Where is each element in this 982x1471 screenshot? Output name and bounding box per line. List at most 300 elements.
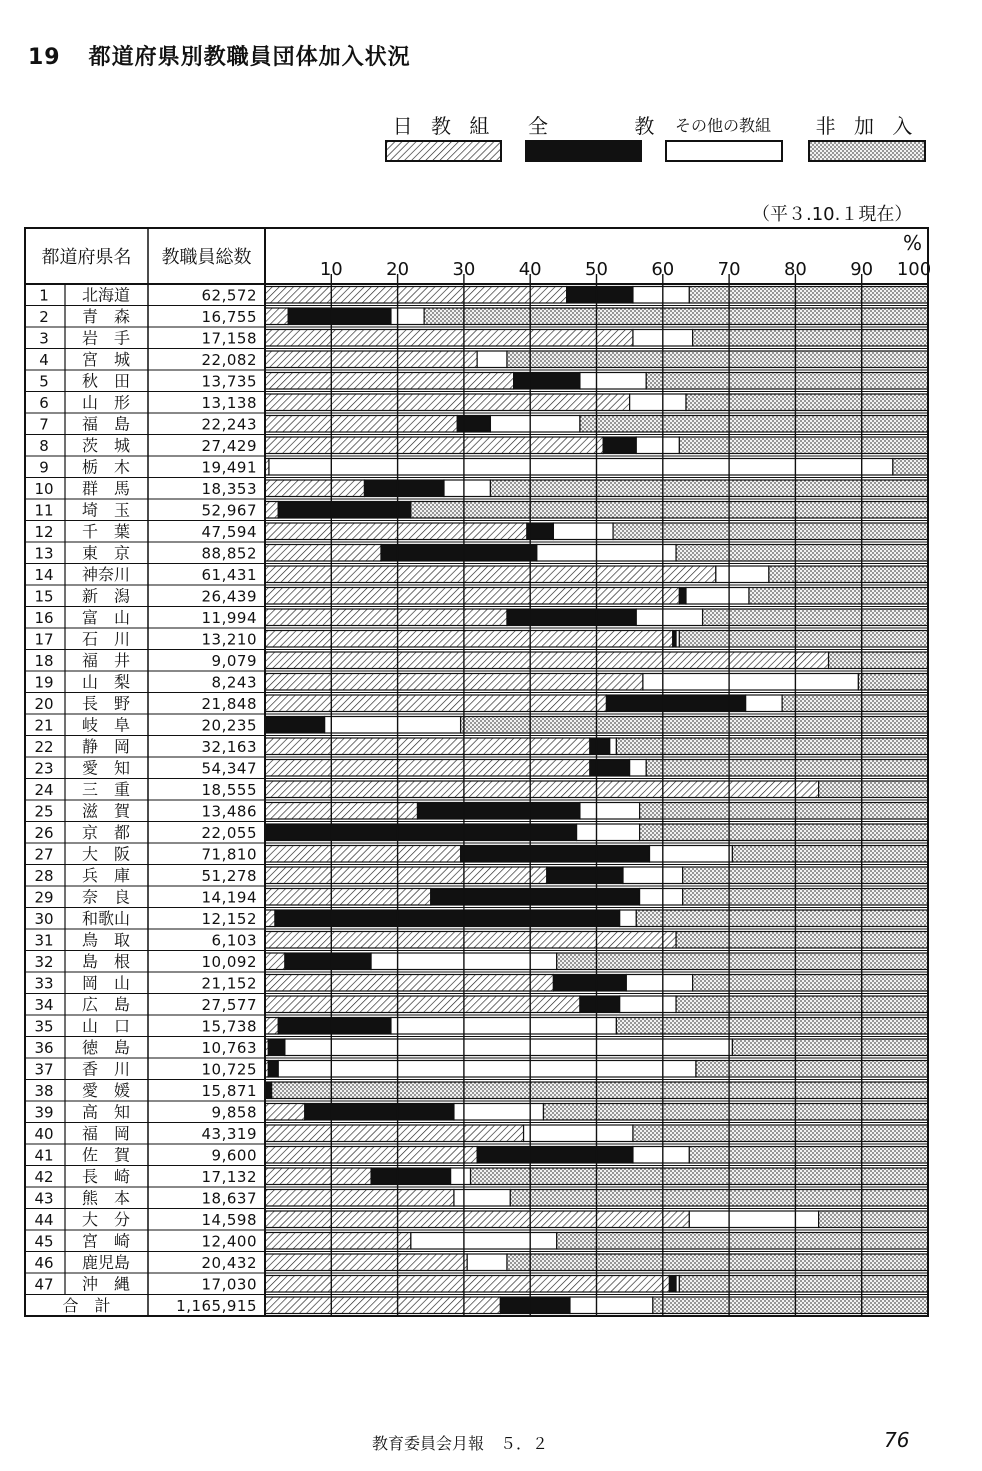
row-prefecture: 熊 本 [81, 1188, 131, 1208]
row-total: 21,848 [201, 695, 257, 713]
bar-segment-other-union [391, 308, 424, 325]
bar-segment-nikkyoso [265, 1104, 305, 1121]
row-prefecture: 徳 島 [81, 1038, 131, 1057]
bar-segment-non-member [580, 416, 928, 433]
bar-segment-zenkyo [275, 910, 620, 927]
row-prefecture: 岐 阜 [81, 715, 131, 735]
bar-segment-other-union [623, 867, 683, 884]
row-number: 21 [34, 716, 54, 735]
bar-segment-nikkyoso [265, 695, 606, 712]
bar-segment-non-member [510, 1190, 928, 1207]
row-prefecture: 大 阪 [81, 844, 131, 864]
row-prefecture: 埼 玉 [81, 500, 131, 520]
bar-segment-non-member [471, 1168, 928, 1185]
bar-segment-other-union [570, 1297, 653, 1314]
row-number: 41 [34, 1146, 54, 1165]
bar-segment-nikkyoso [265, 1190, 454, 1207]
row-number: 5 [39, 372, 49, 391]
bar-segment-nikkyoso [265, 394, 630, 411]
bar-segment-zenkyo [500, 1297, 570, 1314]
row-total: 1,165,915 [176, 1297, 257, 1315]
legend-label-other-union: その他の教組 [674, 116, 771, 135]
bar-segment-non-member [683, 889, 928, 906]
bar-segment-other-union [650, 846, 733, 863]
bar-segment-other-union [411, 1233, 557, 1250]
row-prefecture: 静 岡 [81, 737, 131, 756]
bar-segment-other-union [454, 1190, 510, 1207]
row-number: 6 [39, 394, 49, 412]
bar-segment-nikkyoso [265, 1125, 524, 1142]
row-total: 19,491 [201, 458, 257, 477]
bar-segment-nikkyoso [265, 523, 527, 540]
bar-segment-nikkyoso [265, 1254, 467, 1271]
bar-segment-zenkyo [590, 738, 610, 755]
row-total: 20,235 [201, 716, 257, 735]
bar-segment-non-member [696, 1061, 928, 1078]
bar-segment-non-member [676, 932, 928, 949]
bar-segment-non-member [858, 674, 928, 691]
row-number: 16 [34, 609, 54, 627]
row-total: 18,555 [201, 781, 257, 799]
row-number: 30 [34, 910, 54, 928]
row-number: 26 [34, 824, 54, 842]
bar-segment-non-member [636, 910, 928, 927]
bar-segment-zenkyo [381, 545, 537, 562]
bar-segment-other-union [633, 1147, 689, 1164]
bar-segment-non-member [640, 803, 928, 820]
bar-segment-nikkyoso [265, 781, 819, 798]
row-number: 37 [34, 1060, 54, 1079]
header-prefecture: 都道府県名 [41, 247, 132, 268]
bar-segment-nikkyoso [265, 910, 275, 927]
row-total: 14,194 [201, 888, 257, 907]
legend-label-non-member: 非 加 入 [815, 114, 919, 138]
row-prefecture: 京 都 [81, 823, 131, 842]
bar-segment-nikkyoso [265, 308, 288, 325]
row-prefecture: 広 島 [81, 995, 131, 1014]
row-prefecture: 新 潟 [81, 586, 131, 606]
bar-segment-non-member [272, 1082, 928, 1099]
bar-segment-other-union [537, 545, 676, 562]
row-number: 19 [34, 673, 54, 692]
row-prefecture: 香 川 [81, 1059, 131, 1079]
row-total: 15,738 [201, 1017, 257, 1036]
x-tick-label: 40 [518, 259, 542, 280]
bar-segment-other-union [285, 1039, 733, 1056]
row-total: 13,735 [201, 372, 257, 391]
bar-segment-nikkyoso [265, 351, 477, 368]
row-number: 13 [34, 544, 54, 563]
bar-segment-other-union [716, 566, 769, 583]
header-total: 教職員総数 [161, 247, 252, 268]
row-number: 1 [39, 286, 49, 305]
bar-segment-other-union [689, 1211, 818, 1228]
bar-segment-non-member [819, 781, 928, 798]
row-prefecture: 宮 崎 [81, 1231, 131, 1251]
bar-segment-zenkyo [507, 609, 636, 626]
bar-segment-other-union [636, 437, 679, 454]
bar-segment-non-member [782, 695, 928, 712]
row-prefecture: 高 知 [81, 1102, 131, 1122]
row-number: 2 [39, 308, 49, 326]
page-number: 76 [884, 1428, 910, 1452]
row-number: 28 [34, 867, 54, 885]
bar-segment-nikkyoso [265, 330, 633, 347]
bar-segment-other-union [610, 738, 617, 755]
row-number: 9 [39, 458, 49, 477]
row-number: 35 [34, 1017, 54, 1036]
bar-segment-zenkyo [606, 695, 745, 712]
row-total: 13,486 [201, 802, 257, 821]
row-number: 46 [34, 1254, 54, 1272]
bar-segment-zenkyo [461, 846, 650, 863]
row-total: 12,400 [201, 1232, 257, 1251]
bar-segment-zenkyo [371, 1168, 451, 1185]
bar-segment-non-member [703, 609, 928, 626]
row-total: 17,030 [201, 1275, 257, 1294]
bar-segment-non-member [683, 867, 928, 884]
row-number: 43 [34, 1189, 54, 1208]
bar-segment-non-member [507, 351, 928, 368]
bar-segment-nikkyoso [265, 975, 553, 992]
bar-segment-non-member [676, 996, 928, 1013]
row-number: 7 [39, 415, 49, 434]
row-total: 11,994 [201, 609, 257, 627]
bar-segment-non-member [732, 1039, 928, 1056]
row-number: 40 [34, 1125, 54, 1143]
x-tick-label: 20 [386, 259, 410, 280]
bar-segment-non-member [557, 953, 928, 970]
bar-segment-nikkyoso [265, 287, 567, 304]
row-number: 27 [34, 845, 54, 864]
row-prefecture: 秋 田 [81, 371, 131, 391]
row-number: 10 [34, 480, 54, 498]
row-number: 39 [34, 1103, 54, 1122]
bar-segment-other-union [580, 373, 646, 390]
row-prefecture: 千 葉 [81, 522, 131, 541]
bar-segment-other-union [553, 523, 613, 540]
bar-segment-nikkyoso [265, 1276, 669, 1293]
row-prefecture: 群 馬 [81, 479, 131, 498]
row-prefecture: 三 重 [81, 780, 131, 799]
row-total: 6,103 [211, 931, 257, 950]
bar-segment-zenkyo [547, 867, 623, 884]
row-total: 71,810 [201, 845, 257, 864]
row-prefecture: 佐 賀 [81, 1145, 131, 1165]
bar-segment-non-member [769, 566, 928, 583]
x-tick-label: 70 [717, 259, 741, 280]
row-prefecture: 山 口 [81, 1016, 131, 1036]
row-number: 23 [34, 759, 54, 778]
row-prefecture: 長 崎 [81, 1167, 131, 1186]
bar-segment-nikkyoso [265, 867, 547, 884]
bar-segment-non-member [507, 1254, 928, 1271]
row-total: 9,079 [211, 652, 257, 670]
row-number: 24 [34, 781, 54, 799]
row-number: 8 [39, 437, 49, 455]
row-prefecture: 岡 山 [81, 973, 131, 993]
bar-segment-other-union [643, 674, 858, 691]
row-number: 44 [34, 1211, 54, 1229]
row-total: 27,577 [201, 996, 257, 1014]
bar-segment-other-union [490, 416, 580, 433]
row-number: 36 [34, 1039, 54, 1057]
bar-segment-non-member [676, 545, 928, 562]
bar-segment-non-member [633, 1125, 928, 1142]
bar-segment-nikkyoso [265, 1018, 278, 1035]
bar-segment-zenkyo [278, 1018, 391, 1035]
bar-segment-nikkyoso [265, 502, 278, 519]
bar-segment-other-union [524, 1125, 633, 1142]
row-number: 3 [39, 329, 49, 348]
bar-segment-zenkyo [603, 437, 636, 454]
bar-segment-zenkyo [305, 1104, 454, 1121]
row-total: 18,353 [201, 480, 257, 498]
bar-segment-nikkyoso [265, 1233, 411, 1250]
bar-segment-non-member [679, 1276, 928, 1293]
bar-segment-zenkyo [477, 1147, 633, 1164]
bar-segment-zenkyo [457, 416, 490, 433]
row-number: 45 [34, 1232, 54, 1251]
bar-segment-zenkyo [514, 373, 580, 390]
row-prefecture: 鹿児島 [81, 1253, 131, 1272]
row-total: 27,429 [201, 437, 257, 455]
x-tick-label: 80 [783, 259, 807, 280]
bar-segment-non-member [693, 975, 928, 992]
row-prefecture: 福 島 [81, 414, 131, 434]
row-total: 61,431 [201, 566, 257, 584]
bar-segment-nikkyoso [265, 674, 643, 691]
bar-segment-other-union [636, 609, 702, 626]
row-prefecture: 沖 縄 [81, 1274, 131, 1294]
bar-segment-non-member [646, 760, 928, 777]
row-prefecture: 山 形 [81, 393, 131, 412]
bar-segment-nikkyoso [265, 932, 676, 949]
bar-segment-nikkyoso [265, 1168, 371, 1185]
bar-segment-nikkyoso [265, 588, 679, 605]
bar-segment-non-member [557, 1233, 928, 1250]
bar-segment-non-member [679, 631, 928, 648]
title-number: 19 [28, 45, 61, 70]
row-prefecture: 長 野 [81, 694, 131, 713]
row-prefecture: 栃 木 [81, 457, 131, 477]
bar-segment-non-member [424, 308, 928, 325]
bar-segment-other-union [467, 1254, 507, 1271]
bar-segment-zenkyo [567, 287, 633, 304]
bar-segment-other-union [391, 1018, 616, 1035]
header-percent-unit: % [902, 231, 922, 255]
row-total: 10,725 [201, 1060, 257, 1079]
bar-segment-non-member [693, 330, 928, 347]
row-total: 10,763 [201, 1039, 257, 1057]
bar-segment-other-union [451, 1168, 471, 1185]
bar-segment-zenkyo [417, 803, 579, 820]
bar-segment-nikkyoso [265, 889, 431, 906]
row-prefecture: 和歌山 [81, 909, 131, 928]
row-prefecture: 奈 良 [81, 887, 131, 907]
bar-segment-non-member [686, 394, 928, 411]
row-total: 14,598 [201, 1211, 257, 1229]
row-total: 8,243 [211, 673, 257, 692]
row-prefecture: 大 分 [81, 1210, 131, 1229]
row-number: 17 [34, 630, 54, 649]
row-prefecture: 富 山 [81, 608, 131, 627]
row-total: 17,132 [201, 1168, 257, 1186]
row-number: 25 [34, 802, 54, 821]
row-prefecture: 愛 知 [81, 758, 131, 778]
row-total: 10,092 [201, 953, 257, 971]
bar-segment-nikkyoso [265, 609, 507, 626]
row-prefecture: 兵 庫 [81, 866, 131, 885]
row-number: 15 [34, 587, 54, 606]
bar-segment-other-union [477, 351, 507, 368]
title-text: 都道府県別教職員団体加入状況 [88, 45, 411, 70]
bar-segment-nikkyoso [265, 566, 716, 583]
bar-segment-zenkyo [285, 953, 371, 970]
row-total: 20,432 [201, 1254, 257, 1272]
row-total: 51,278 [201, 867, 257, 885]
bar-segment-other-union [269, 459, 893, 476]
bar-segment-nikkyoso [265, 996, 580, 1013]
row-number: 38 [34, 1082, 54, 1100]
row-prefecture: 福 井 [81, 651, 131, 670]
row-total: 17,158 [201, 329, 257, 348]
bar-segment-other-union [444, 480, 490, 497]
bar-segment-zenkyo [580, 996, 620, 1013]
bar-segment-other-union [620, 910, 637, 927]
row-number: 22 [34, 738, 54, 756]
row-prefecture: 北海道 [81, 285, 131, 305]
bar-segment-other-union [278, 1061, 696, 1078]
row-total: 54,347 [201, 759, 257, 778]
bar-segment-other-union [580, 803, 640, 820]
bar-segment-other-union [630, 394, 686, 411]
row-prefecture: 石 川 [81, 629, 131, 649]
row-prefecture: 神奈川 [81, 565, 131, 584]
bar-segment-zenkyo [278, 502, 411, 519]
row-total: 32,163 [201, 738, 257, 756]
row-number: 29 [34, 888, 54, 907]
row-number: 4 [39, 351, 49, 369]
bar-segment-non-member [689, 287, 928, 304]
bar-segment-nikkyoso [265, 1147, 477, 1164]
bar-segment-zenkyo [679, 588, 686, 605]
bar-segment-non-member [689, 1147, 928, 1164]
row-total: 13,210 [201, 630, 257, 649]
bar-segment-other-union [630, 760, 647, 777]
bar-segment-zenkyo [288, 308, 391, 325]
row-prefecture: 青 森 [81, 307, 131, 326]
row-total: 22,243 [201, 415, 257, 434]
bar-segment-other-union [577, 824, 640, 841]
x-tick-label: 30 [452, 259, 476, 280]
x-tick-label: 90 [850, 259, 874, 280]
bar-segment-nikkyoso [265, 652, 829, 669]
bar-segment-other-union [640, 889, 683, 906]
row-prefecture: 鳥 取 [81, 930, 131, 950]
bar-segment-other-union [633, 287, 689, 304]
row-number: 11 [34, 501, 54, 520]
bar-segment-zenkyo [669, 1276, 676, 1293]
row-total: 13,138 [201, 394, 257, 412]
legend-label-zenkyo: 全 教 [528, 114, 695, 138]
row-total: 16,755 [201, 308, 257, 326]
bar-segment-non-member [646, 373, 928, 390]
bar-segment-nikkyoso [265, 1211, 689, 1228]
row-prefecture: 滋 賀 [81, 801, 131, 821]
bar-segment-nikkyoso [265, 480, 364, 497]
bar-segment-nikkyoso [265, 1297, 500, 1314]
x-tick-label: 50 [585, 259, 608, 280]
row-total: 47,594 [201, 523, 257, 541]
row-number: 32 [34, 953, 54, 971]
bar-segment-nikkyoso [265, 545, 381, 562]
bar-segment-non-member [732, 846, 928, 863]
bar-segment-non-member [411, 502, 928, 519]
bar-segment-other-union [325, 717, 461, 734]
row-prefecture: 合 計 [62, 1296, 111, 1315]
bar-segment-non-member [819, 1211, 928, 1228]
row-prefecture: 愛 媛 [81, 1081, 131, 1100]
bar-segment-zenkyo [431, 889, 640, 906]
row-number: 14 [34, 566, 54, 584]
bar-segment-zenkyo [553, 975, 626, 992]
row-number: 47 [34, 1275, 54, 1294]
bar-segment-zenkyo [268, 1039, 285, 1056]
row-number: 34 [34, 996, 54, 1014]
row-total: 52,967 [201, 501, 257, 520]
row-total: 9,600 [211, 1146, 257, 1165]
row-prefecture: 岩 手 [81, 328, 131, 348]
bar-segment-nikkyoso [265, 416, 457, 433]
row-prefecture: 島 根 [81, 952, 131, 971]
row-prefecture: 東 京 [81, 543, 131, 563]
row-number: 33 [34, 974, 54, 993]
row-prefecture: 茨 城 [81, 436, 131, 455]
row-total: 12,152 [201, 910, 257, 928]
bar-segment-nikkyoso [265, 846, 461, 863]
bar-segment-nikkyoso [265, 437, 603, 454]
bar-segment-other-union [686, 588, 749, 605]
x-tick-label: 10 [319, 259, 343, 280]
bar-segment-nikkyoso [265, 738, 590, 755]
row-number: 20 [34, 695, 54, 713]
bar-segment-non-member [893, 459, 928, 476]
bar-segment-other-union [746, 695, 782, 712]
legend-label-nikkyoso: 日 教 組 [392, 114, 496, 138]
bar-segment-zenkyo [364, 480, 444, 497]
x-tick-label: 60 [651, 259, 675, 280]
row-total: 88,852 [201, 544, 257, 563]
bar-segment-non-member [679, 437, 928, 454]
bar-segment-non-member [543, 1104, 928, 1121]
x-tick-label: 100 [896, 259, 932, 280]
bar-segment-other-union [626, 975, 692, 992]
bar-segment-non-member [613, 523, 928, 540]
bar-segment-nikkyoso [265, 631, 673, 648]
row-prefecture: 山 梨 [81, 672, 131, 692]
bar-segment-other-union [620, 996, 676, 1013]
row-total: 22,082 [201, 351, 257, 369]
bar-segment-nikkyoso [265, 760, 590, 777]
row-total: 18,637 [201, 1189, 257, 1208]
row-prefecture: 福 岡 [81, 1124, 131, 1143]
bar-segment-zenkyo [268, 1061, 278, 1078]
row-total: 43,319 [201, 1125, 257, 1143]
bar-segment-nikkyoso [265, 953, 285, 970]
row-total: 22,055 [201, 824, 257, 842]
row-number: 42 [34, 1168, 54, 1186]
